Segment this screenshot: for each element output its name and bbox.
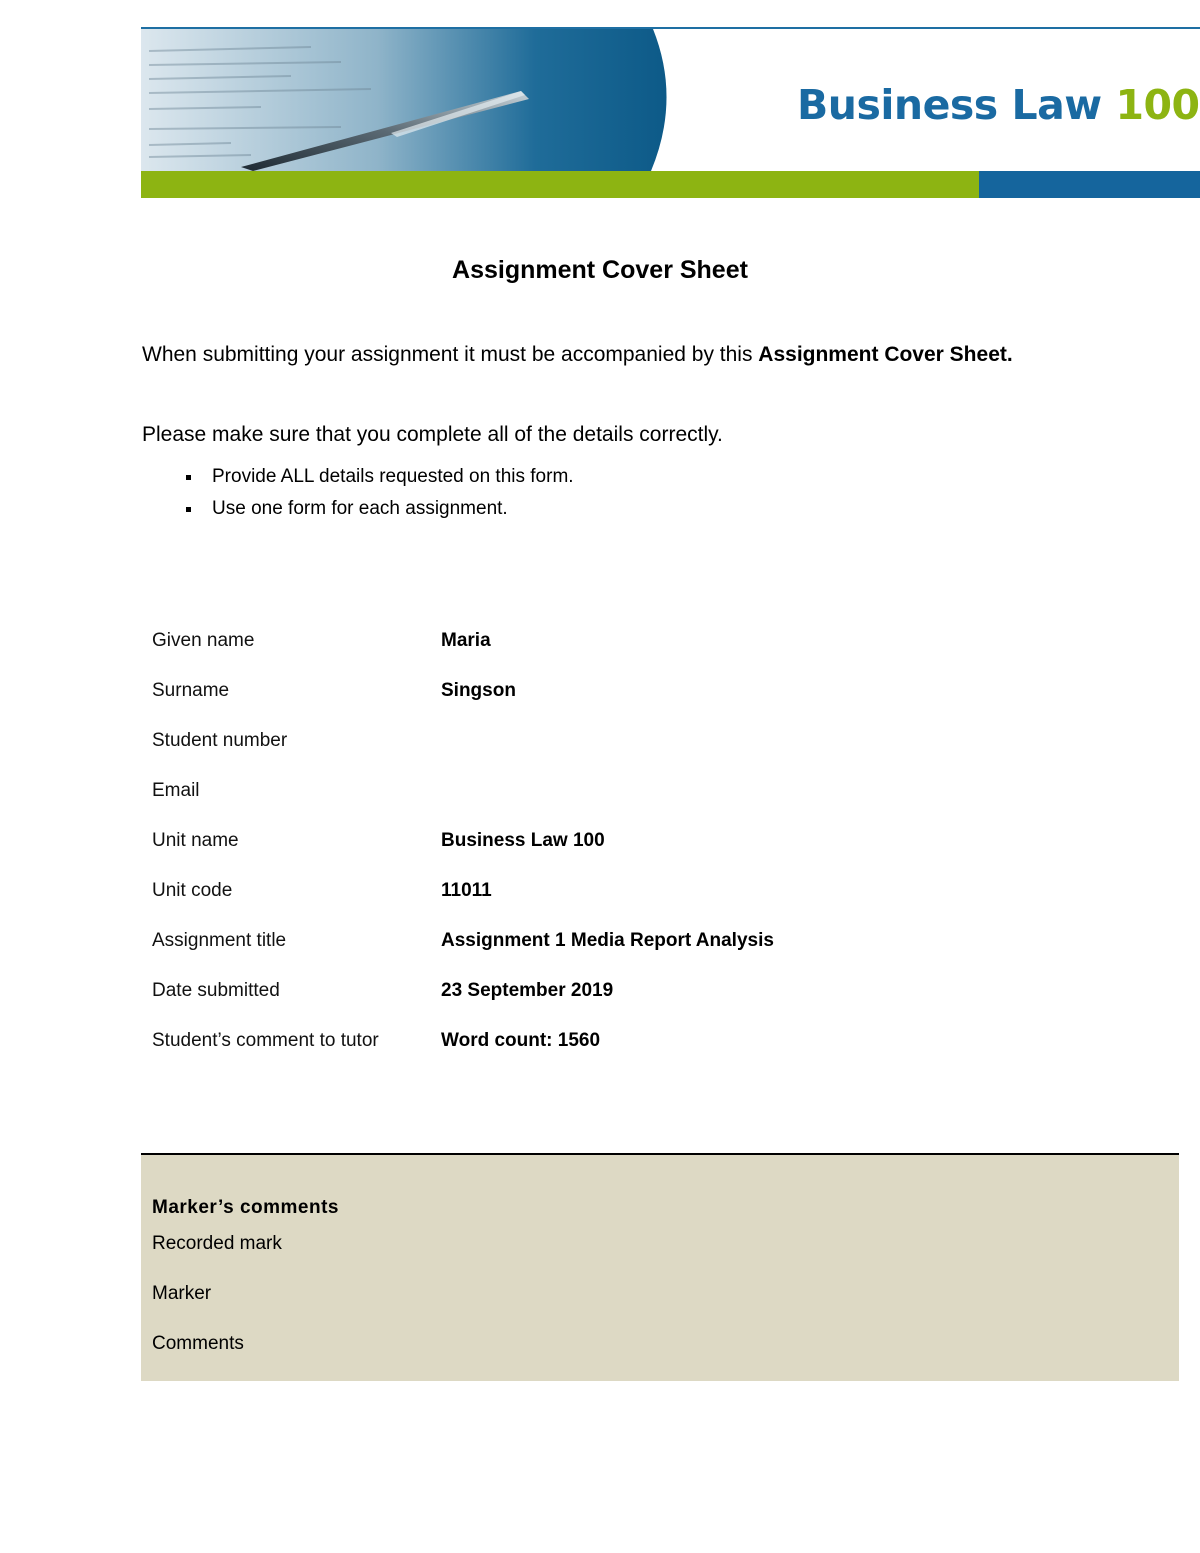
detail-label: Given name xyxy=(152,630,255,651)
bullet-icon xyxy=(186,475,191,480)
detail-value: 11011 xyxy=(441,880,492,901)
list-item xyxy=(142,496,574,528)
detail-label: Assignment title xyxy=(152,930,287,951)
detail-label: Student’s comment to tutor xyxy=(152,1030,379,1051)
detail-label: Unit code xyxy=(152,880,233,901)
logo-word-business-law: Business Law xyxy=(797,81,1102,129)
instructions-text: Please make sure that you complete all of the details correctly. xyxy=(142,423,723,446)
detail-value: Singson xyxy=(441,680,516,701)
marker-comments-heading: Marker’s comments xyxy=(152,1197,339,1218)
detail-label: Student number xyxy=(152,730,288,751)
detail-label: Surname xyxy=(152,680,230,701)
detail-label: Email xyxy=(152,780,200,801)
page-title: Assignment Cover Sheet xyxy=(452,256,748,284)
comments-label: Comments xyxy=(152,1333,244,1354)
list-item-text: Use one form for each assignment. xyxy=(212,498,508,519)
instructions-list xyxy=(142,464,574,528)
banner-pen-image xyxy=(141,29,671,171)
list-item-text: Provide ALL details requested on this form. xyxy=(212,466,574,487)
list-item xyxy=(142,464,574,496)
bullet-icon xyxy=(186,507,191,512)
banner-blue-stripe xyxy=(979,171,1200,198)
detail-value: Word count: 1560 xyxy=(441,1030,601,1051)
marker-comments-box xyxy=(141,1153,1179,1381)
header-banner xyxy=(141,27,1200,198)
detail-value: 23 September 2019 xyxy=(441,980,614,1001)
recorded-mark-label: Recorded mark xyxy=(152,1233,282,1254)
intro-paragraph xyxy=(142,341,1072,369)
logo-word-100: 100 xyxy=(1115,81,1200,129)
business-law-logo xyxy=(797,81,1200,129)
detail-value: Business Law 100 xyxy=(441,830,605,851)
banner-green-stripe xyxy=(141,171,979,198)
detail-value: Maria xyxy=(441,630,491,651)
detail-value: Assignment 1 Media Report Analysis xyxy=(441,930,774,951)
marker-label: Marker xyxy=(152,1283,212,1304)
detail-label: Date submitted xyxy=(152,980,280,1001)
intro-bold-text: Assignment Cover Sheet. xyxy=(758,343,1013,366)
detail-label: Unit name xyxy=(152,830,239,851)
intro-text: When submitting your assignment it must be accompanied by this xyxy=(142,343,759,366)
